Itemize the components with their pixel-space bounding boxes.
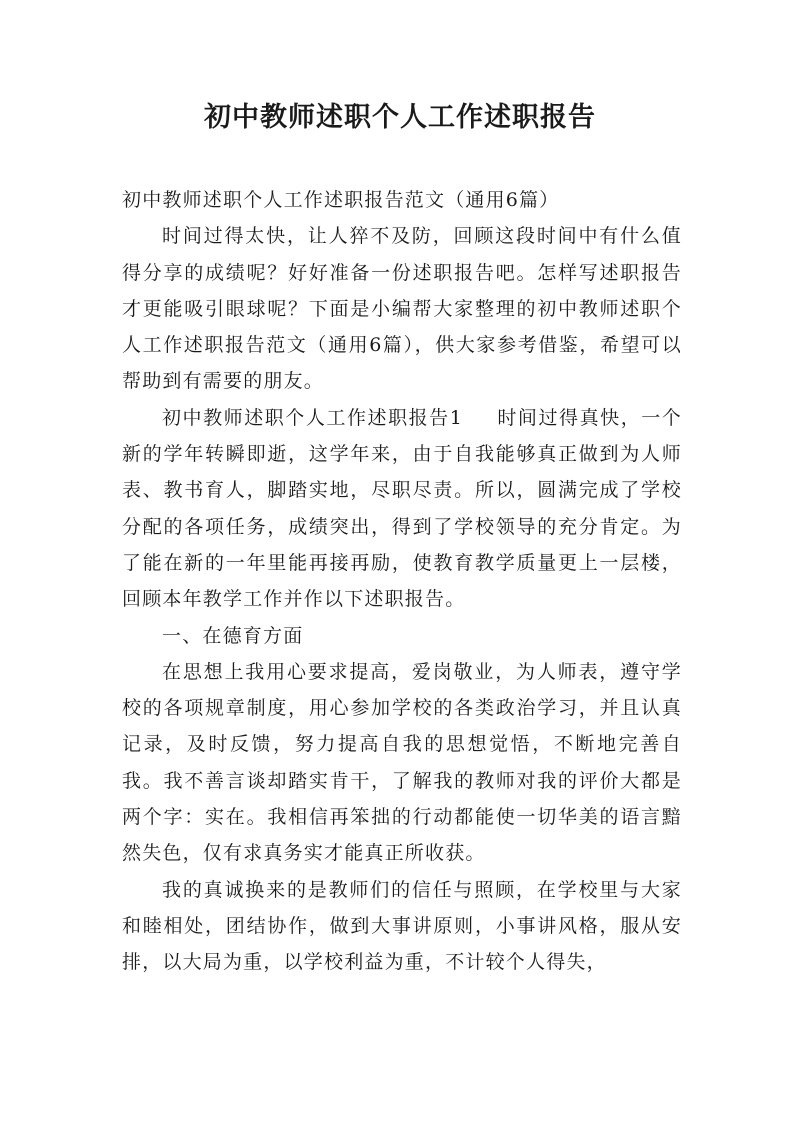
document-body [122, 182, 682, 981]
section-heading: 一、在德育方面 [162, 624, 304, 647]
section-paragraph: 在思想上我用心要求提高，爱岗敬业，为人师表，遵守学校的各项规章制度，用心参加学校的各类政治学习，并且认真记录，及时反馈，努力提高自我的思想觉悟，不断地完善自我。我不善言谈却踏实肯干，了解我的教师对我的评价大都是两个字：实在。我相信再笨拙的行动都能使一切华美的语言黯然失色，仅有求真务实才能真正所收获。 [122, 660, 682, 865]
document-subtitle: 初中教师述职个人工作述职报告范文（通用6篇） [122, 189, 560, 211]
document-title: 初中教师述职个人工作述职报告 [204, 102, 596, 133]
report-heading: 初中教师述职个人工作述职报告1 [162, 406, 464, 429]
section-paragraph-continued: 我的真诚换来的是教师们的信任与照顾，在学校里与大家和睦相处，团结协作，做到大事讲原则，小事讲风格，服从安排，以大局为重，以学校利益为重，不计较个人得失， [122, 878, 682, 974]
report-opening: 时间过得真快，一个新的学年转瞬即逝，这学年来，由于自我能够真正做到为人师表、教书育人，脚踏实地，尽职尽责。所以，圆满完成了学校分配的各项任务，成绩突出，得到了学校领导的充分肯定。为了能在新的一年里能再接再励，使教育教学质量更上一层楼，回顾本年教学工作并作以下述职报告。 [122, 406, 682, 611]
report-paragraph [122, 400, 682, 618]
intro-paragraph: 时间过得太快，让人猝不及防，回顾这段时间中有什么值得分享的成绩呢？好好准备一份述职报告吧。怎样写述职报告才更能吸引眼球呢？下面是小编帮大家整理的初中教师述职个人工作述职报告范文（通用6篇），供大家参考借鉴，希望可以帮助到有需要的朋友。 [122, 225, 682, 393]
